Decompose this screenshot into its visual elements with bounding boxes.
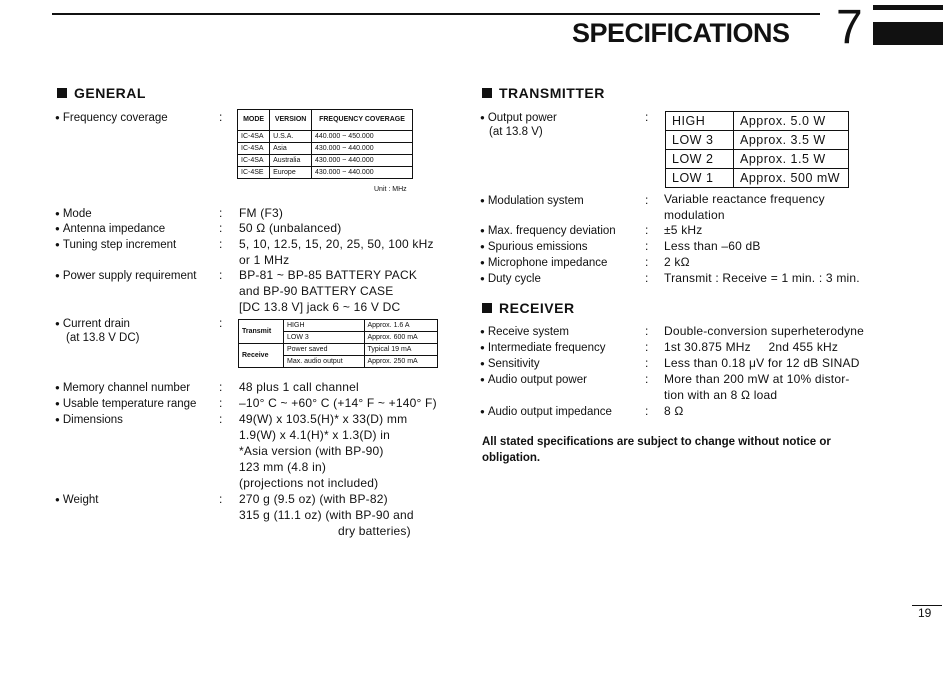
deviation-label: ● Max. frequency deviation	[480, 223, 616, 239]
cell: Max. audio output	[284, 356, 365, 368]
tuning-value-1: 5, 10, 12.5, 15, 20, 25, 50, 100 kHz	[239, 237, 434, 251]
if-value: 1st 30.875 MHz 2nd 455 kHz	[664, 340, 839, 354]
cell: Approx. 500 mW	[734, 169, 849, 188]
colon: :	[645, 372, 649, 386]
cell: IC-4SA	[238, 143, 270, 155]
square-bullet-icon	[482, 88, 492, 98]
audio-impedance-label: ● Audio output impedance	[480, 404, 612, 420]
transmit-cell: Transmit	[239, 320, 284, 344]
cell: Approx. 600 mA	[364, 332, 438, 344]
sensitivity-value: Less than 0.18 μV for 12 dB SINAD	[664, 356, 860, 370]
microphone-label: ● Microphone impedance	[480, 255, 607, 271]
table-row	[666, 131, 849, 150]
colon: :	[645, 255, 649, 269]
audio-power-value-1: More than 200 mW at 10% distor-	[664, 372, 850, 386]
table-row	[238, 143, 413, 155]
table-row	[238, 155, 413, 167]
spurious-label: ● Spurious emissions	[480, 239, 588, 255]
cell: HIGH	[666, 112, 734, 131]
general-heading: GENERAL	[57, 85, 146, 101]
col-mode: MODE	[238, 110, 270, 131]
weight-value-1: 270 g (9.5 oz) (with BP-82)	[239, 492, 388, 506]
cell: 430.000 ~ 440.000	[312, 155, 413, 167]
output-power-sublabel: (at 13.8 V)	[489, 126, 543, 138]
tuning-value-2: or 1 MHz	[239, 253, 290, 267]
deviation-value: ±5 kHz	[664, 223, 703, 237]
colon: :	[219, 412, 223, 426]
colon: :	[645, 324, 649, 338]
dimensions-value-4: 123 mm (4.8 in)	[239, 460, 327, 474]
if-label: ● Intermediate frequency	[480, 340, 605, 356]
dimensions-value-1: 49(W) x 103.5(H)* x 33(D) mm	[239, 412, 408, 426]
audio-power-label: ● Audio output power	[480, 372, 587, 388]
chapter-tab-block	[873, 22, 943, 45]
audio-impedance-value: 8 Ω	[664, 404, 684, 418]
cell: U.S.A.	[270, 131, 312, 143]
cell: 430.000 ~ 440.000	[312, 167, 413, 179]
chapter-tab-mark	[873, 5, 943, 10]
table-row	[238, 167, 413, 179]
colon: :	[645, 404, 649, 418]
colon: :	[645, 356, 649, 370]
cell: Europe	[270, 167, 312, 179]
table-row	[666, 112, 849, 131]
table-row	[239, 344, 438, 356]
current-drain-label: ● Current drain	[55, 316, 130, 332]
colon: :	[645, 271, 649, 285]
specifications-note: All stated specifications are subject to change without notice or obligation.	[482, 436, 831, 464]
square-bullet-icon	[57, 88, 67, 98]
table-row	[666, 169, 849, 188]
cell: LOW 2	[666, 150, 734, 169]
weight-value-2: 315 g (11.1 oz) (with BP-90 and	[239, 508, 414, 522]
dimensions-label: ● Dimensions	[55, 412, 123, 428]
cell: Asia	[270, 143, 312, 155]
modulation-label: ● Modulation system	[480, 193, 584, 209]
cell: Power saved	[284, 344, 365, 356]
duty-label: ● Duty cycle	[480, 271, 541, 287]
colon: :	[219, 268, 223, 282]
temperature-label: ● Usable temperature range	[55, 396, 196, 412]
output-power-table	[665, 111, 849, 188]
cell: Typical 19 mA	[364, 344, 438, 356]
dimensions-value-3: *Asia version (with BP-90)	[239, 444, 384, 458]
temperature-value: –10° C ~ +60° C (+14° F ~ +140° F)	[239, 396, 437, 410]
unit-note: Unit : MHz	[374, 186, 407, 193]
cell: Approx. 250 mA	[364, 356, 438, 368]
power-supply-value-2: and BP-90 BATTERY CASE	[239, 284, 394, 298]
tuning-label: ● Tuning step increment	[55, 237, 176, 253]
cell: LOW 3	[666, 131, 734, 150]
colon: :	[219, 206, 223, 220]
square-bullet-icon	[482, 303, 492, 313]
cell: LOW 3	[284, 332, 365, 344]
dimensions-value-5: (projections not included)	[239, 476, 379, 490]
dimensions-value-2: 1.9(W) x 4.1(H)* x 1.3(D) in	[239, 428, 390, 442]
cell: 440.000 ~ 450.000	[312, 131, 413, 143]
transmitter-heading: TRANSMITTER	[482, 85, 605, 101]
cell: IC-4SA	[238, 155, 270, 167]
table-row	[666, 150, 849, 169]
microphone-value: 2 kΩ	[664, 255, 690, 269]
colon: :	[645, 193, 649, 207]
current-drain-table	[238, 319, 438, 368]
audio-power-value-2: tion with an 8 Ω load	[664, 388, 778, 402]
cell: LOW 1	[666, 169, 734, 188]
power-supply-value-1: BP-81 ~ BP-85 BATTERY PACK	[239, 268, 418, 282]
sensitivity-label: ● Sensitivity	[480, 356, 540, 372]
receive-system-label: ● Receive system	[480, 324, 569, 340]
colon: :	[219, 396, 223, 410]
cell: Approx. 3.5 W	[734, 131, 849, 150]
mode-value: FM (F3)	[239, 206, 284, 220]
colon: :	[219, 316, 223, 330]
page-title: SPECIFICATIONS	[572, 18, 790, 48]
memory-label: ● Memory channel number	[55, 380, 190, 396]
antenna-value: 50 Ω (unbalanced)	[239, 221, 342, 235]
weight-value-3: dry batteries)	[338, 524, 411, 538]
modulation-value-1: Variable reactance frequency	[664, 192, 825, 206]
receiver-heading: RECEIVER	[482, 300, 575, 316]
frequency-coverage-table	[237, 109, 413, 179]
current-drain-sublabel: (at 13.8 V DC)	[66, 332, 140, 344]
table-header-row	[238, 110, 413, 131]
cell: HIGH	[284, 320, 365, 332]
power-supply-label: ● Power supply requirement	[55, 268, 196, 284]
cell: Australia	[270, 155, 312, 167]
duty-value: Transmit : Receive = 1 min. : 3 min.	[664, 271, 860, 285]
weight-label: ● Weight	[55, 492, 98, 508]
cell: Approx. 1.6 A	[364, 320, 438, 332]
colon: :	[219, 237, 223, 251]
output-power-label: ● Output power	[480, 110, 557, 126]
cell: 430.000 ~ 440.000	[312, 143, 413, 155]
colon: :	[219, 492, 223, 506]
power-supply-value-3: [DC 13.8 V] jack 6 ~ 16 V DC	[239, 300, 401, 314]
colon: :	[219, 221, 223, 235]
chapter-number: 7	[836, 1, 863, 54]
mode-label: ● Mode	[55, 206, 92, 222]
colon: :	[219, 110, 223, 124]
cell: IC-4SE	[238, 167, 270, 179]
colon: :	[219, 380, 223, 394]
cell: Approx. 5.0 W	[734, 112, 849, 131]
table-row	[238, 131, 413, 143]
col-version: VERSION	[270, 110, 312, 131]
receive-system-value: Double-conversion superheterodyne	[664, 324, 865, 338]
antenna-label: ● Antenna impedance	[55, 221, 165, 237]
colon: :	[645, 223, 649, 237]
cell: IC-4SA	[238, 131, 270, 143]
cell: Approx. 1.5 W	[734, 150, 849, 169]
colon: :	[645, 340, 649, 354]
modulation-value-2: modulation	[664, 208, 725, 222]
page-number: 19	[918, 606, 932, 620]
colon: :	[645, 110, 649, 124]
memory-value: 48 plus 1 call channel	[239, 380, 359, 394]
spurious-value: Less than –60 dB	[664, 239, 761, 253]
table-row	[239, 320, 438, 332]
col-frequency: FREQUENCY COVERAGE	[312, 110, 413, 131]
colon: :	[645, 239, 649, 253]
header-rule	[52, 13, 820, 15]
frequency-coverage-label: ● Frequency coverage	[55, 110, 168, 126]
receive-cell: Receive	[239, 344, 284, 368]
